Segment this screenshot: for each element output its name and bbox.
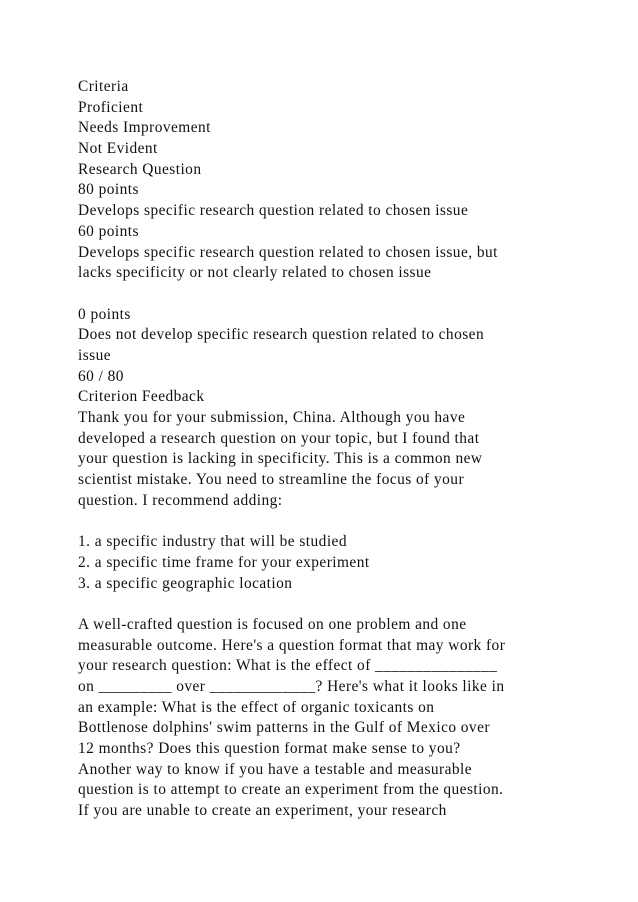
column-not-evident: Not Evident bbox=[78, 140, 158, 158]
blank-line bbox=[78, 284, 578, 305]
column-proficient: Proficient bbox=[78, 98, 144, 116]
not-evident-points: 0 points bbox=[78, 305, 131, 323]
list-item: 3. a specific geographic location bbox=[78, 574, 293, 592]
document-body bbox=[78, 77, 578, 822]
blank-line bbox=[78, 594, 578, 615]
feedback-line: your research question: What is the effect of _______________ bbox=[78, 657, 498, 675]
list-item: 1. a specific industry that will be studied bbox=[78, 533, 347, 551]
feedback-line: measurable outcome. Here's a question format that may work for bbox=[78, 636, 506, 654]
feedback-line: A well-crafted question is focused on one problem and one bbox=[78, 615, 467, 633]
list-item: 2. a specific time frame for your experiment bbox=[78, 553, 370, 571]
criterion-title: Research Question bbox=[78, 160, 202, 178]
feedback-line: Thank you for your submission, China. Although you have bbox=[78, 409, 466, 426]
needs-improvement-description-line-1: Develops specific research question related to chosen issue, but bbox=[78, 243, 498, 261]
feedback-line: on _________ over _____________? Here's what it looks like in bbox=[78, 677, 505, 695]
blank-line bbox=[78, 511, 578, 532]
feedback-heading: Criterion Feedback bbox=[78, 388, 205, 406]
feedback-line: If you are unable to create an experiment, your research bbox=[78, 802, 447, 820]
feedback-line: an example: What is the effect of organic toxicants on bbox=[78, 698, 435, 716]
score: 60 / 80 bbox=[78, 367, 124, 385]
heading-criteria: Criteria bbox=[78, 78, 129, 95]
proficient-description: Develops specific research question related to chosen issue bbox=[78, 202, 469, 220]
needs-improvement-description-line-2: lacks specificity or not clearly related to chosen issue bbox=[78, 264, 432, 282]
feedback-line: 12 months? Does this question format make sense to you? bbox=[78, 740, 461, 757]
feedback-line: Bottlenose dolphins' swim patterns in the Gulf of Mexico over bbox=[78, 719, 490, 737]
feedback-line: question. I recommend adding: bbox=[78, 491, 283, 509]
not-evident-description-line-1: Does not develop specific research question related to chosen bbox=[78, 326, 485, 344]
column-needs-improvement: Needs Improvement bbox=[78, 119, 211, 137]
feedback-line: question is to attempt to create an experiment from the question. bbox=[78, 781, 504, 799]
not-evident-description-line-2: issue bbox=[78, 346, 112, 364]
feedback-line: Another way to know if you have a testable and measurable bbox=[78, 760, 473, 778]
feedback-line: scientist mistake. You need to streamline the focus of your bbox=[78, 471, 465, 489]
proficient-points: 80 points bbox=[78, 181, 139, 199]
needs-improvement-points: 60 points bbox=[78, 222, 139, 240]
feedback-line: developed a research question on your topic, but I found that bbox=[78, 429, 480, 447]
feedback-line: your question is lacking in specificity. This is a common new bbox=[78, 450, 483, 468]
